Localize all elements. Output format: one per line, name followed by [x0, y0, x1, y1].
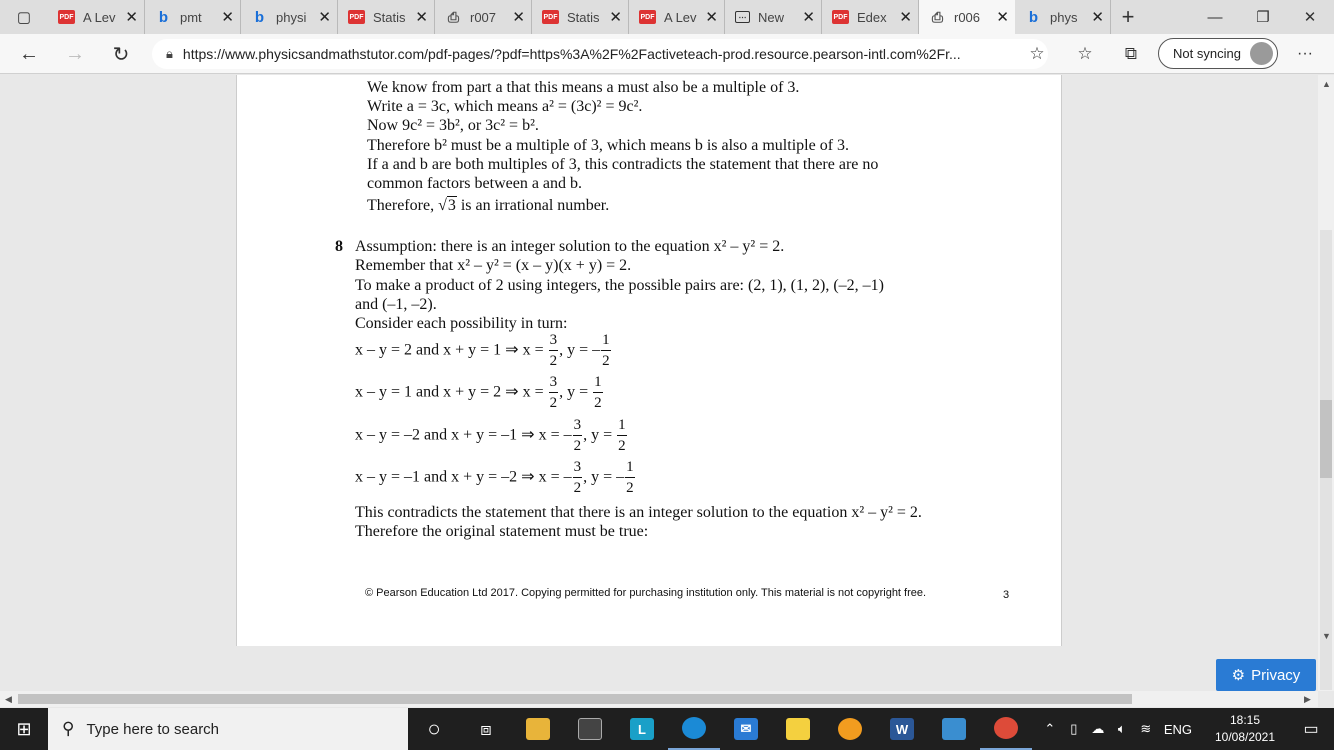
y-numerator: 1 [593, 375, 603, 393]
y-label: , y = [559, 341, 589, 359]
x-numerator: 3 [549, 333, 559, 351]
text-line: Write a = 3c, which means a² = (3c)² = 9c². [367, 98, 643, 115]
cortana-icon: ○ [427, 716, 441, 741]
text-line: common factors between a and b. [367, 175, 583, 192]
tab-title: Edex [857, 9, 887, 25]
close-icon[interactable]: ✕ [415, 9, 428, 26]
horizontal-scrollbar[interactable] [0, 691, 1318, 707]
restore-button[interactable] [1240, 0, 1286, 34]
windows-logo-icon: ⊞ [16, 718, 32, 739]
conclusion-line: Therefore, √3 is an irrational number. [367, 197, 610, 214]
restore-icon: ❐ [1256, 9, 1270, 26]
favorites-button[interactable] [1070, 40, 1100, 68]
tab-title: New [758, 9, 785, 25]
tab-title: Statis [373, 9, 406, 25]
back-arrow-icon: ← [19, 42, 39, 65]
mail-button[interactable] [720, 708, 772, 750]
taskbar-search[interactable] [48, 708, 408, 750]
text-line: We know from part a that this means a must also be a multiple of 3. [367, 79, 800, 96]
pdf-icon: PDF [348, 10, 365, 24]
scroll-up-icon[interactable]: ▲ [1322, 79, 1331, 89]
x-denominator: 2 [573, 480, 582, 496]
x-fraction [573, 418, 583, 454]
scroll-left-icon[interactable]: ◀ [5, 694, 12, 704]
cloud-icon[interactable]: ☁ [1091, 721, 1105, 736]
browser-tab[interactable] [725, 0, 822, 34]
app-icon [838, 718, 862, 740]
add-favorite-button[interactable] [1022, 40, 1052, 68]
forward-button[interactable] [60, 40, 90, 68]
x-fraction [549, 333, 559, 369]
mail-icon: ✉ [734, 718, 758, 740]
browser-tab[interactable] [241, 0, 338, 34]
volume-icon[interactable]: 🔈︎ [1117, 721, 1126, 736]
text-line: This contradicts the statement that there is an integer solution to the equation x² – y² = 2. [355, 504, 922, 521]
scroll-right-icon[interactable]: ▶ [1304, 694, 1311, 704]
scroll-thumb[interactable] [18, 694, 1132, 704]
browser-tab[interactable] [435, 0, 532, 34]
text-line: Assumption: there is an integer solution to the equation x² – y² = 2. [355, 238, 785, 255]
y-sign: – [616, 468, 625, 486]
back-button[interactable] [14, 40, 44, 68]
y-denominator: 2 [626, 480, 634, 496]
pdf-viewer[interactable] [0, 75, 1318, 691]
tab-actions-icon: ▢ [16, 9, 32, 26]
refresh-icon: ↻ [112, 43, 130, 66]
case-condition: x – y = –1 and x + y = –2 ⇒ x = [355, 468, 560, 486]
tab-title: pmt [180, 9, 202, 25]
new-tab-button[interactable] [1111, 4, 1145, 30]
search-placeholder: Type here to search [86, 720, 220, 738]
pdf-icon: PDF [542, 10, 559, 24]
language-indicator[interactable]: ENG [1163, 721, 1192, 737]
chrome-button[interactable] [980, 708, 1032, 750]
x-numerator: 3 [573, 460, 583, 478]
y-label: , y = [583, 468, 613, 486]
browser-tab[interactable] [145, 0, 241, 34]
page-footer: © Pearson Education Ltd 2017. Copying permitted for purchasing institution only. This material is not copyright free. [365, 587, 927, 599]
browser-tab-active[interactable] [919, 0, 1015, 34]
conclusion-prefix: Therefore, [367, 197, 435, 214]
l-app-icon: L [630, 718, 654, 740]
text-line: Remember that x² – y² = (x – y)(x + y) = 2. [355, 257, 632, 274]
refresh-button[interactable] [106, 40, 136, 68]
minimize-icon: — [1207, 8, 1223, 26]
newtab-icon: ⋯ [735, 11, 750, 23]
page-number: 3 [1003, 589, 1010, 601]
collections-icon: ⧉ [1124, 44, 1138, 63]
text-line: Therefore b² must be a multiple of 3, which means b is also a multiple of 3. [367, 137, 850, 154]
case-line [355, 460, 636, 496]
x-sign: – [563, 468, 572, 486]
app-l-button[interactable] [616, 708, 668, 750]
pdf-icon: PDF [639, 10, 656, 24]
star-plus-icon: ☆ [1029, 44, 1045, 63]
case-line [355, 418, 628, 454]
favorites-icon: ☆ [1077, 44, 1093, 63]
y-denominator: 2 [594, 395, 602, 411]
sticky-notes-icon [786, 718, 810, 740]
notifications-icon[interactable]: ▭ [1303, 721, 1319, 738]
taskbar [0, 708, 1334, 750]
x-fraction [573, 460, 583, 496]
text-line: If a and b are both multiples of 3, this contradicts the statement that there are no [367, 156, 879, 173]
browser-tab[interactable] [532, 0, 629, 34]
privacy-button[interactable] [1216, 659, 1316, 691]
clock[interactable] [1202, 712, 1288, 746]
folder-icon [526, 718, 550, 740]
sync-label: Not syncing [1173, 46, 1241, 61]
vertical-scrollbar[interactable] [1318, 75, 1334, 691]
tab-strip [0, 0, 1334, 34]
search-icon: ⚲ [62, 719, 75, 738]
sticky-notes-button[interactable] [772, 708, 824, 750]
x-denominator: 2 [549, 353, 558, 369]
x-numerator: 3 [573, 418, 583, 436]
clock-date: 10/08/2021 [1214, 730, 1276, 744]
gear-icon: ⚙ [1231, 667, 1246, 684]
scroll-down-icon[interactable]: ▼ [1322, 631, 1331, 641]
question-number: 8 [335, 238, 343, 255]
browser-tab[interactable] [1015, 0, 1111, 34]
bing-icon: b [1028, 8, 1039, 26]
close-icon[interactable]: ✕ [899, 9, 912, 26]
text-line: Consider each possibility in turn: [355, 315, 568, 332]
sqrt-value: 3 [447, 197, 456, 214]
lock-icon: 🔒︎ [166, 46, 173, 61]
close-icon[interactable]: ✕ [221, 9, 234, 26]
pdf-page [236, 75, 1062, 646]
y-numerator: 1 [617, 418, 627, 436]
case-condition: x – y = 1 and x + y = 2 ⇒ x = [355, 383, 544, 401]
close-icon[interactable]: ✕ [125, 9, 138, 26]
photos-button[interactable] [928, 708, 980, 750]
y-denominator: 2 [618, 438, 626, 454]
store-icon [578, 718, 602, 740]
x-denominator: 2 [549, 395, 558, 411]
text-line: Therefore the original statement must be true: [355, 523, 649, 540]
y-fraction [617, 418, 627, 454]
more-icon: ··· [1297, 45, 1313, 62]
y-sign: – [592, 341, 601, 359]
y-denominator: 2 [602, 353, 610, 369]
text-line: To make a product of 2 using integers, the possible pairs are: (2, 1), (1, 2), (–2, –1) [355, 277, 884, 294]
avatar [1250, 42, 1273, 65]
privacy-label: Privacy [1251, 666, 1301, 684]
pdf-icon: PDF [832, 10, 849, 24]
cortana-button[interactable] [408, 708, 460, 750]
start-button[interactable] [0, 708, 48, 750]
browser-tab[interactable] [629, 0, 725, 34]
bing-icon: b [158, 8, 169, 26]
case-condition: x – y = 2 and x + y = 1 ⇒ x = [355, 341, 544, 359]
close-icon[interactable]: ✕ [802, 9, 815, 26]
system-tray [1038, 708, 1334, 750]
tab-actions-menu[interactable] [0, 0, 48, 34]
collections-button[interactable] [1116, 40, 1146, 68]
pdf-icon: PDF [58, 10, 75, 24]
photos-icon [942, 718, 966, 740]
scroll-thumb[interactable] [1320, 400, 1332, 478]
device-icon[interactable]: ▯ [1070, 721, 1078, 736]
edge-button[interactable] [668, 708, 720, 750]
y-fraction [625, 460, 635, 496]
task-view-icon: ⧈ [480, 718, 492, 739]
text-line: Now 9c² = 3b², or 3c² = b². [367, 117, 539, 134]
word-icon: W [890, 718, 914, 740]
store-button[interactable] [564, 708, 616, 750]
y-numerator: 1 [601, 333, 611, 351]
tab-title: Statis [567, 9, 600, 25]
case-line [355, 375, 604, 411]
download-icon: ⎙ [931, 8, 944, 25]
profile-sync-button[interactable] [1158, 38, 1278, 69]
x-denominator: 2 [573, 438, 582, 454]
close-icon[interactable]: ✕ [996, 9, 1009, 26]
case-line [355, 333, 612, 369]
y-label: , y = [583, 426, 613, 444]
app-orange-button[interactable] [824, 708, 876, 750]
chevron-up-icon[interactable]: ⌃ [1044, 721, 1056, 736]
x-sign: – [563, 426, 572, 444]
browser-tab[interactable] [338, 0, 435, 34]
minimize-button[interactable] [1192, 0, 1238, 34]
y-fraction [593, 375, 603, 411]
close-icon[interactable]: ✕ [1091, 9, 1104, 26]
tab-title: r007 [470, 9, 497, 25]
forward-arrow-icon: → [65, 42, 85, 65]
y-fraction [601, 333, 611, 369]
clock-time: 18:15 [1229, 713, 1261, 727]
wifi-icon[interactable]: ≋ [1140, 721, 1152, 736]
chrome-icon [994, 717, 1018, 739]
y-numerator: 1 [625, 460, 635, 478]
close-icon[interactable]: ✕ [318, 9, 331, 26]
x-numerator: 3 [549, 375, 559, 393]
settings-more-button[interactable] [1290, 40, 1320, 68]
task-view-button[interactable] [460, 708, 512, 750]
word-button[interactable] [876, 708, 928, 750]
plus-icon: + [1121, 4, 1135, 29]
bing-icon: b [254, 8, 265, 26]
address-bar[interactable] [152, 39, 1048, 69]
close-icon: ✕ [1303, 9, 1317, 26]
close-window-button[interactable] [1287, 0, 1333, 34]
url-text: https://www.physicsandmathstutor.com/pdf-pages/?pdf=https%3A%2F%2Factiveteach-prod.resource.pearson-intl.com%2Fr... [182, 46, 961, 62]
close-icon[interactable]: ✕ [609, 9, 622, 26]
file-explorer-button[interactable] [512, 708, 564, 750]
navigation-bar [0, 34, 1334, 74]
text-line: and (–1, –2). [355, 296, 437, 313]
edge-icon [682, 717, 706, 739]
x-fraction [549, 375, 559, 411]
close-icon[interactable]: ✕ [512, 9, 525, 26]
browser-tab[interactable] [822, 0, 919, 34]
tab-title: r006 [954, 9, 981, 25]
tab-title: phys [1050, 9, 1078, 25]
conclusion-suffix: is an irrational number. [460, 197, 610, 214]
y-label: , y = [559, 383, 589, 401]
tab-title: A Lev [664, 9, 697, 25]
close-icon[interactable]: ✕ [705, 9, 718, 26]
download-icon: ⎙ [447, 8, 460, 25]
browser-tab[interactable] [48, 0, 145, 34]
case-condition: x – y = –2 and x + y = –1 ⇒ x = [355, 426, 560, 444]
tab-title: A Lev [83, 9, 116, 25]
tab-title: physi [276, 9, 307, 25]
